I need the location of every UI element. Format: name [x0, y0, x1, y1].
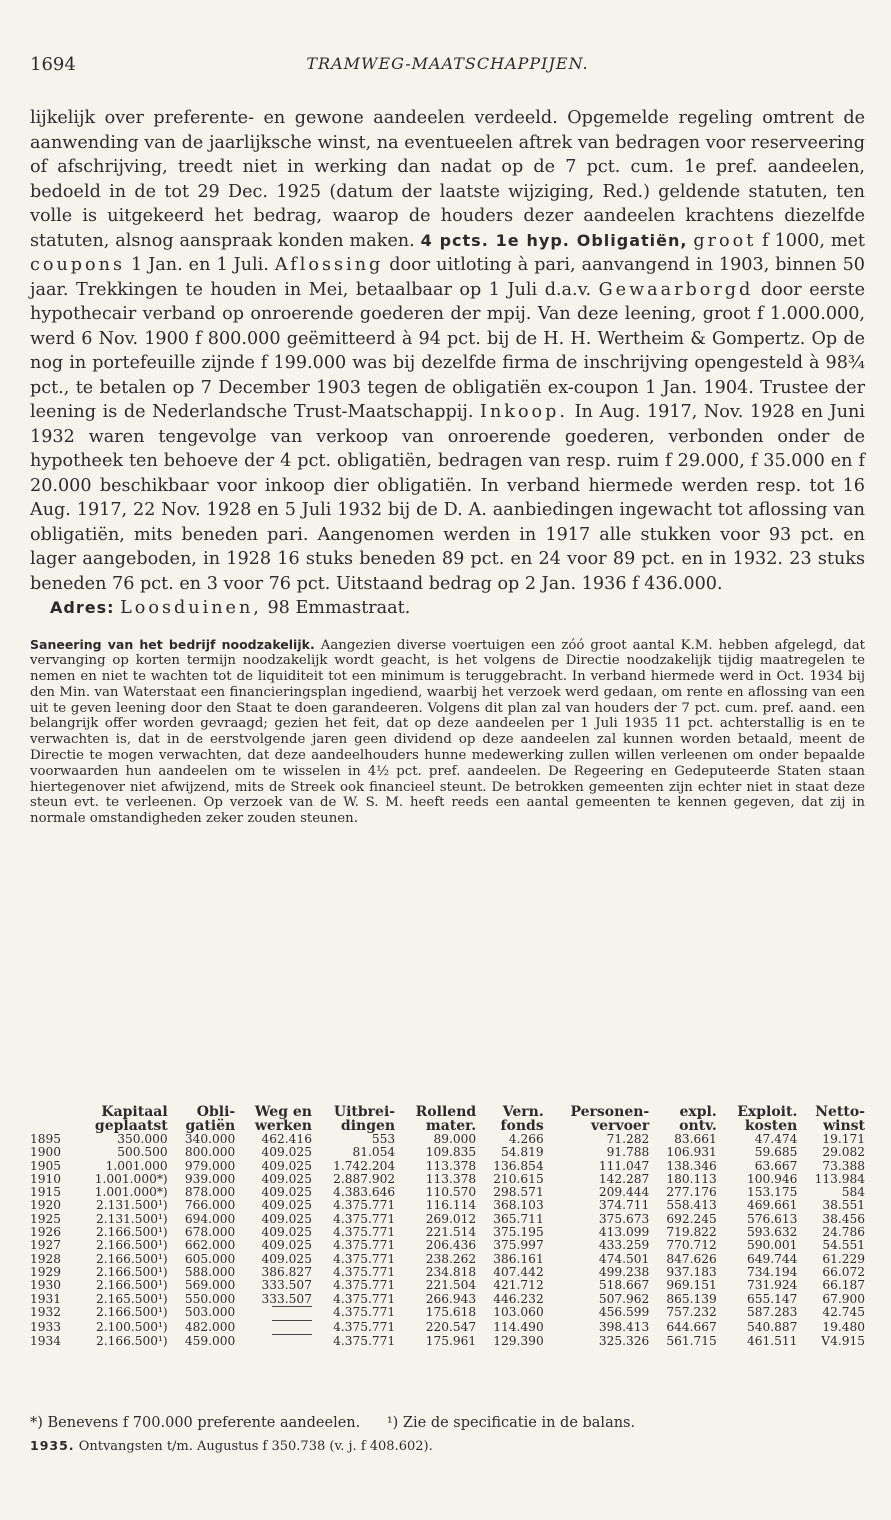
column-header: winst: [823, 1118, 865, 1134]
bond-text-2: 1 Jan. en 1 Juli.: [125, 255, 275, 275]
table-cell: 4.375.771: [333, 1198, 396, 1213]
table-cell: 766.000: [184, 1198, 236, 1213]
footnotes-line: [30, 1415, 865, 1431]
dash-mark: [272, 1306, 312, 1320]
table-cell: 91.788: [606, 1145, 650, 1160]
table-cell: 136.854: [493, 1158, 544, 1173]
table-cell: 63.667: [754, 1158, 798, 1173]
table-cell: 210.615: [493, 1171, 544, 1186]
dash-mark: [272, 1320, 312, 1334]
year-cell: 1927: [30, 1238, 62, 1253]
table-cell: 175.961: [425, 1333, 477, 1348]
table-cell: 109.835: [425, 1145, 477, 1160]
table-cell: 375.673: [598, 1211, 650, 1226]
sanering-text: Aangezien diverse voertuigen een zóó groot aantal K.M. hebben afgelegd, dat vervanging op korten termijn noodzakelijk wordt geacht, is het volgens de Directie noodzakelijk tijdig maatregelen te nemen en niet te wachten tot de liquiditeit tot een minimum is teruggebracht. In verband hiermede werd in Oct. 1934 bij den Min. van Waterstaat een financieringsplan ingediend, waarbij het verzoek werd gedaan, om rente en aflossing van een uit te geven leening door den Staat te doen garandeeren. Volgens dit plan zal van houders der 7 pct. cum. pref. aand. een belangrijk offer worden gevraagd; gezien het feit, dat op deze aandeelen per 1 Juli 1935 11 pct. achterstallig is en te verwachten is, dat in de eerstvolgende jaren geen dividend op deze aandeelen zal kunnen worden betaald, meent de Directie te mogen verwachten, dat deze aandeelhouders hunne medewerking zullen willen verleenen om onder bepaalde voorwaarden hun aandeelen om te wisselen in 4½ pct. pref. aandeelen. De Regeering en Gedeputeerde Staten staan hiertegenover niet afwijzend, mits de Streek ook financieel steunt. De betrokken gemeenten zijn echter niet in staat deze steun evt. te verleenen. Op verzoek van de W. S. M. heeft reeds een aantal gemeenten te kennen gegeven, dat zij in normale omstandigheden zeker zouden steunen.: [30, 637, 865, 827]
year-cell: 1920: [30, 1198, 62, 1213]
column-header: geplaatst: [94, 1118, 168, 1134]
table-cell: 553: [371, 1132, 396, 1146]
column-header: werken: [254, 1118, 312, 1134]
year-cell: 1934: [30, 1333, 62, 1348]
table-cell: 234.818: [425, 1264, 477, 1279]
table-cell: 409.025: [261, 1185, 312, 1200]
table-cell: 757.232: [666, 1305, 717, 1320]
table-cell: 1.742.204: [333, 1158, 396, 1173]
table-cell: 220.547: [425, 1319, 477, 1334]
table-row: [30, 1173, 865, 1186]
table-cell: 409.025: [261, 1145, 312, 1160]
table-cell: 937.183: [666, 1264, 717, 1279]
table-cell: 59.685: [754, 1145, 798, 1160]
page-number: 1694: [30, 54, 76, 75]
table-cell: 2.166.500¹): [96, 1225, 168, 1240]
table-cell: 678.000: [184, 1225, 236, 1240]
table-cell: 4.266: [508, 1132, 544, 1146]
table-cell: 4.375.771: [333, 1238, 396, 1253]
table-cell: 655.147: [746, 1291, 798, 1306]
table-cell: 266.943: [425, 1291, 477, 1306]
table-cell: 89.000: [433, 1132, 477, 1146]
main-paragraph: [30, 106, 865, 596]
year-cell: 1933: [30, 1319, 62, 1334]
column-header: Rollend: [415, 1104, 477, 1120]
receipts-text: Ontvangsten t/m. Augustus f 350.738 (v. j. f 408.602).: [78, 1439, 433, 1454]
table-cell: 540.887: [746, 1319, 798, 1334]
table-cell: 47.474: [754, 1132, 798, 1146]
table-row: [30, 1279, 865, 1292]
table-cell: 106.931: [666, 1145, 717, 1160]
table-cell: 407.442: [493, 1264, 544, 1279]
table-cell: 2.887.902: [333, 1171, 396, 1186]
table-cell: 103.060: [493, 1305, 544, 1320]
table-cell: 409.025: [261, 1225, 312, 1240]
table-cell: 503.000: [184, 1305, 236, 1320]
year-cell: 1930: [30, 1278, 62, 1293]
table-cell: 66.187: [822, 1278, 865, 1293]
table-cell: 409.025: [261, 1171, 312, 1186]
table-cell: 206.436: [425, 1238, 477, 1253]
sanering-paragraph: [30, 637, 865, 828]
running-title: TRAMWEG-MAATSCHAPPIJEN.: [306, 54, 589, 73]
address-label: Adres:: [50, 598, 115, 617]
table-row: [30, 1334, 865, 1348]
table-cell: 4.375.771: [333, 1278, 396, 1293]
column-header: fonds: [500, 1118, 544, 1134]
page-header: [30, 54, 865, 78]
table-cell: 482.000: [184, 1319, 236, 1334]
table-cell: 731.924: [746, 1278, 798, 1293]
table-cell: 365.711: [493, 1211, 544, 1226]
receipts-year: 1935.: [30, 1438, 75, 1453]
table-cell: 409.025: [261, 1158, 312, 1173]
table-cell: 277.176: [666, 1185, 717, 1200]
table-cell: 507.962: [598, 1291, 650, 1306]
table-cell: 2.131.500¹): [96, 1211, 168, 1226]
table-cell: 386.827: [261, 1264, 312, 1279]
table-cell: 561.715: [666, 1333, 717, 1348]
table-cell: 340.000: [184, 1132, 236, 1146]
table-cell: 409.025: [261, 1198, 312, 1213]
table-cell: 409.025: [261, 1251, 312, 1266]
table-cell: 474.501: [598, 1251, 650, 1266]
year-cell: 1910: [30, 1171, 62, 1186]
year-cell: 1895: [30, 1132, 62, 1146]
table-cell: 4.375.771: [333, 1264, 396, 1279]
column-header: ontv.: [679, 1118, 717, 1134]
table-cell: 2.166.500¹): [96, 1333, 168, 1348]
table-cell: 770.712: [666, 1238, 717, 1253]
table-cell: 386.161: [493, 1251, 544, 1266]
table-row: [30, 1226, 865, 1239]
table-cell: 114.490: [493, 1319, 544, 1334]
table-header-row: [30, 1105, 865, 1119]
table-cell: 979.000: [184, 1158, 236, 1173]
table-cell: 500.500: [117, 1145, 168, 1160]
table-cell: 374.711: [598, 1198, 650, 1213]
table-cell: 558.413: [666, 1198, 717, 1213]
table-cell: 180.113: [666, 1171, 717, 1186]
table-cell: 375.195: [493, 1225, 544, 1240]
table-cell: 605.000: [184, 1251, 236, 1266]
year-cell: 1900: [30, 1145, 62, 1160]
table-cell: 409.025: [261, 1238, 312, 1253]
table-cell: 38.551: [822, 1198, 865, 1213]
year-cell: 1905: [30, 1158, 62, 1173]
year-cell: 1932: [30, 1305, 62, 1320]
table-cell: 129.390: [493, 1333, 544, 1348]
table-cell: 333.507: [261, 1278, 312, 1293]
table-cell: 269.012: [425, 1211, 477, 1226]
bond-label-aflossing: Aflossing: [274, 255, 384, 275]
table-cell: 221.504: [425, 1278, 477, 1293]
table-row: [30, 1239, 865, 1252]
table-cell: 398.413: [598, 1319, 650, 1334]
table-cell: 350.000: [117, 1132, 168, 1146]
table-cell: 2.131.500¹): [96, 1198, 168, 1213]
table-cell: 662.000: [184, 1238, 236, 1253]
column-header: dingen: [340, 1118, 396, 1134]
table-cell: 175.618: [425, 1305, 477, 1320]
table-cell: 649.744: [746, 1251, 798, 1266]
sanering-heading: Saneering van het bedrijf noodzakelijk.: [30, 636, 315, 652]
column-header: [30, 1119, 70, 1133]
table-body: [30, 1133, 865, 1349]
table-cell: 4.375.771: [333, 1291, 396, 1306]
table-cell: 2.166.500¹): [96, 1251, 168, 1266]
table-cell: [235, 1320, 312, 1334]
table-cell: 2.166.500¹): [96, 1238, 168, 1253]
year-cell: 1915: [30, 1185, 62, 1200]
table-cell: 1.001.000*): [94, 1185, 168, 1200]
address-line: [50, 596, 865, 621]
year-cell: 1928: [30, 1251, 62, 1266]
column-header: Obli-: [196, 1104, 236, 1120]
table-row: [30, 1160, 865, 1173]
table-cell: 142.287: [598, 1171, 650, 1186]
column-header: Weg en: [254, 1104, 312, 1120]
table-cell: 100.946: [746, 1171, 798, 1186]
table-row: [30, 1146, 865, 1159]
table-cell: 110.570: [425, 1185, 477, 1200]
table-cell: 113.378: [425, 1171, 477, 1186]
table-row: [30, 1306, 865, 1320]
table-cell: 83.661: [674, 1132, 717, 1146]
table-cell: 298.571: [493, 1185, 544, 1200]
column-header: Kapitaal: [101, 1104, 168, 1120]
table-cell: 111.047: [598, 1158, 650, 1173]
column-header: gatiën: [185, 1118, 236, 1134]
table-cell: 325.326: [598, 1333, 650, 1348]
table-row: [30, 1320, 865, 1334]
financial-table: [30, 1105, 865, 1349]
table-cell: 4.383.646: [333, 1185, 396, 1200]
table-cell: 590.001: [746, 1238, 798, 1253]
table-cell: 368.103: [493, 1198, 544, 1213]
table-row: [30, 1266, 865, 1279]
table-cell: 4.375.771: [333, 1333, 396, 1348]
table-cell: 67.900: [822, 1291, 865, 1306]
year-cell: 1926: [30, 1225, 62, 1240]
table-cell: 54.819: [501, 1145, 544, 1160]
table-cell: 1.001.000*): [94, 1171, 168, 1186]
table-cell: [235, 1334, 312, 1348]
bond-heading: 4 pcts. 1e hyp. Obligatiën,: [420, 230, 688, 250]
table-cell: 153.175: [746, 1185, 798, 1200]
bond-label-coupons: coupons: [30, 255, 125, 275]
table-cell: 2.166.500¹): [96, 1278, 168, 1293]
table-cell: 461.511: [746, 1333, 798, 1348]
article-body: [30, 106, 865, 827]
table-cell: 413.099: [598, 1225, 650, 1240]
table-cell: 692.245: [666, 1211, 717, 1226]
table-cell: 375.997: [493, 1238, 544, 1253]
table-cell: 138.346: [666, 1158, 717, 1173]
table-row: [30, 1293, 865, 1306]
table-cell: 38.456: [822, 1211, 865, 1226]
table-cell: 550.000: [184, 1291, 236, 1306]
table-cell: 469.661: [746, 1198, 798, 1213]
table-cell: 569.000: [184, 1278, 236, 1293]
table-cell: [235, 1306, 312, 1320]
table-cell: 409.025: [261, 1211, 312, 1226]
table-cell: 116.114: [425, 1198, 477, 1213]
table-cell: 2.166.500¹): [96, 1305, 168, 1320]
table-row: [30, 1133, 865, 1146]
table-cell: 4.375.771: [333, 1211, 396, 1226]
table-cell: 644.667: [666, 1319, 717, 1334]
table-cell: 734.194: [746, 1264, 798, 1279]
table-cell: 462.416: [261, 1132, 312, 1146]
table-cell: 878.000: [184, 1185, 236, 1200]
table-cell: 71.282: [606, 1132, 650, 1146]
bond-text-5: In Aug. 1917, Nov. 1928 en Juni 1932 waren tengevolge van verkoop van onroerende goederen, verbonden onder de hypotheek ten behoeve der 4 pct. obligatiën, bedragen van resp. ruim f 29.000, f 35.000 en f 20.000 beschikbaar voor inkoop dier obligatiën. In verband hiermede werden resp. tot 16 Aug. 1917, 22 Nov. 1928 en 5 Juli 1932 bij de D. A. aanbiedingen ingewacht tot aflossing van obligatiën, mits beneden pari. Aangenomen werden in 1917 alle stukken voor 93 pct. en lager aangeboden, in 1928 16 stuks beneden 89 pct. en 24 voor 89 pct. en in 1932. 23 stuks beneden 76 pct. en 3 voor 76 pct. Uitstaand bedrag op 2 Jan. 1936 f 436.000.: [30, 402, 865, 594]
bond-label-gewaarborgd: Gewaarborgd: [598, 279, 754, 300]
table-row: [30, 1186, 865, 1199]
table-cell: 209.444: [598, 1185, 650, 1200]
column-header: expl.: [679, 1104, 717, 1120]
column-header: [30, 1105, 70, 1119]
table-cell: 4.375.771: [333, 1319, 396, 1334]
column-header: Uitbrei-: [333, 1104, 396, 1120]
bond-label-groot: groot: [693, 230, 757, 251]
table-cell: 694.000: [184, 1211, 236, 1226]
table-cell: 333.507: [261, 1291, 312, 1306]
table-cell: 4.375.771: [333, 1305, 396, 1320]
table-cell: 73.388: [822, 1158, 865, 1173]
column-header: kosten: [744, 1118, 798, 1134]
bond-text-3: door uitloting à pari, aanvangend in 1903, binnen 50 jaar. Trekkingen te houden in Mei, betaalbaar op 1 Juli d.a.v.: [30, 255, 865, 300]
table-cell: 54.551: [822, 1238, 865, 1253]
table-cell: 499.238: [598, 1264, 650, 1279]
bond-text-4: door eerste hypothecair verband op onroerende goederen der mpij. Van deze leening, groot f 1.000.000, werd 6 Nov. 1900 f 800.000 geëmitteerd à 94 pct. bij de H. H. Wertheim & Gompertz. Op de nog in portefeuille zijnde f 199.000 was bij dezelfde firma de inschrijving opengesteld à 98¾ pct., te betalen op 7 December 1903 tegen de obligatiën ex-coupon 1 Jan. 1904. Trustee der leening is de Nederlandsche Trust-Maatschappij.: [30, 279, 865, 422]
footnote-specificatie: ¹) Zie de specificatie in de balans.: [386, 1415, 636, 1431]
table-row: [30, 1199, 865, 1212]
column-header: Personen-: [570, 1104, 650, 1120]
table-cell: 719.822: [666, 1225, 717, 1240]
receipts-line: [30, 1438, 865, 1454]
bond-text-1: f 1000, met: [756, 230, 865, 251]
table-row: [30, 1213, 865, 1226]
table-cell: 4.375.771: [333, 1225, 396, 1240]
table-cell: 2.166.500¹): [96, 1264, 168, 1279]
table-cell: 66.072: [822, 1264, 865, 1279]
table-row: [30, 1253, 865, 1266]
address-street: 98 Emmastraat.: [261, 598, 411, 618]
footnote-preferente: *) Benevens f 700.000 preferente aandeelen.: [30, 1415, 361, 1431]
column-header: Vern.: [502, 1104, 544, 1120]
table-cell: 4.375.771: [333, 1251, 396, 1266]
table-cell: 518.667: [598, 1278, 650, 1293]
table-cell: 847.626: [666, 1251, 717, 1266]
table-cell: 19.171: [822, 1132, 865, 1146]
table-cell: 238.262: [425, 1251, 477, 1266]
table-cell: 576.613: [746, 1211, 798, 1226]
year-cell: 1925: [30, 1211, 62, 1226]
table-header-row: [30, 1119, 865, 1133]
column-header: mater.: [425, 1118, 477, 1134]
table-cell: 588.000: [184, 1264, 236, 1279]
table-cell: 969.151: [666, 1278, 717, 1293]
year-cell: 1929: [30, 1264, 62, 1279]
intro-text: lijkelijk over preferente- en gewone aandeelen verdeeld. Opgemelde regeling omtrent de aanwending van de jaarlijksche winst, na eventueelen aftrek van bedragen voor reserveering of afschrijving, treedt niet in werking dan nadat op de 7 pct. cum. 1e pref. aandeelen, bedoeld in de tot 29 Dec. 1925 (datum der laatste wijziging, Red.) geldende statuten, ten volle is uitgekeerd het bedrag, waarop de houders dezer aandeelen krachtens diezelfde statuten, alsnog aanspraak konden maken.: [30, 108, 865, 251]
dash-mark: [272, 1334, 312, 1348]
table-cell: 19.480: [822, 1319, 865, 1334]
table-cell: 593.632: [746, 1225, 798, 1240]
table-cell: 81.054: [352, 1145, 396, 1160]
table-cell: 61.229: [822, 1251, 865, 1266]
table-cell: 2.100.500¹): [96, 1319, 168, 1334]
table-cell: 584: [841, 1185, 865, 1200]
table-cell: 433.259: [598, 1238, 650, 1253]
table-cell: 800.000: [184, 1145, 236, 1160]
table-cell: 42.745: [822, 1305, 865, 1320]
table-cell: 587.283: [746, 1305, 798, 1320]
table-cell: 459.000: [184, 1333, 236, 1348]
table-cell: 24.786: [822, 1225, 865, 1240]
table-cell: 2.165.500¹): [96, 1291, 168, 1306]
table-cell: 446.232: [493, 1291, 544, 1306]
column-header: Exploit.: [737, 1104, 798, 1120]
bond-label-inkoop: Inkoop.: [480, 402, 568, 422]
address-city: Loosduinen,: [120, 598, 262, 618]
table-cell: 29.082: [822, 1145, 865, 1160]
year-cell: 1931: [30, 1291, 62, 1306]
table-cell: 421.712: [493, 1278, 544, 1293]
table-cell: 113.984: [814, 1171, 865, 1186]
table-cell: V4.915: [821, 1333, 865, 1348]
table-cell: 1.001.000: [105, 1158, 168, 1173]
table-cell: 939.000: [184, 1171, 236, 1186]
column-header: vervoer: [591, 1118, 650, 1134]
table-cell: 113.378: [425, 1158, 477, 1173]
table-cell: 456.599: [598, 1305, 650, 1320]
column-header: Netto-: [815, 1104, 865, 1120]
table-cell: 865.139: [666, 1291, 717, 1306]
table-cell: 221.514: [425, 1225, 477, 1240]
